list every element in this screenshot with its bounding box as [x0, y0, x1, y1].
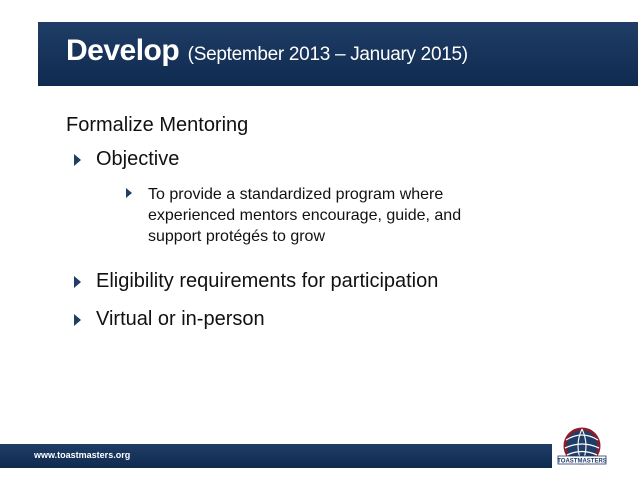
detail-line-1: To provide a standardized program where: [148, 186, 444, 203]
detail-line-2: experienced mentors encourage, guide, and: [148, 207, 462, 224]
bullet-eligibility: [96, 270, 438, 293]
title-main: Develop: [66, 34, 180, 67]
section-heading: Formalize Mentoring: [66, 114, 249, 136]
footer-url: www.toastmasters.org: [34, 450, 131, 460]
logo-text: TOASTMASTERS: [557, 458, 607, 465]
bullet-format: [96, 308, 265, 331]
triangle-bullet-icon: [74, 154, 81, 166]
bullet-objective: [96, 148, 179, 171]
slide-title: [66, 34, 468, 68]
triangle-bullet-icon: [74, 276, 81, 288]
bullet-text: Virtual or in-person: [96, 308, 265, 330]
bullet-text: Objective: [96, 148, 180, 170]
triangle-bullet-icon: [126, 188, 132, 198]
toastmasters-logo: [552, 426, 612, 474]
bullet-text: Eligibility requirements for participation: [96, 270, 439, 292]
sub-bullet-objective-detail: [148, 184, 461, 247]
title-subtitle: (September 2013 – January 2015): [187, 44, 468, 65]
triangle-bullet-icon: [74, 314, 81, 326]
detail-line-3: support protégés to grow: [148, 228, 325, 245]
